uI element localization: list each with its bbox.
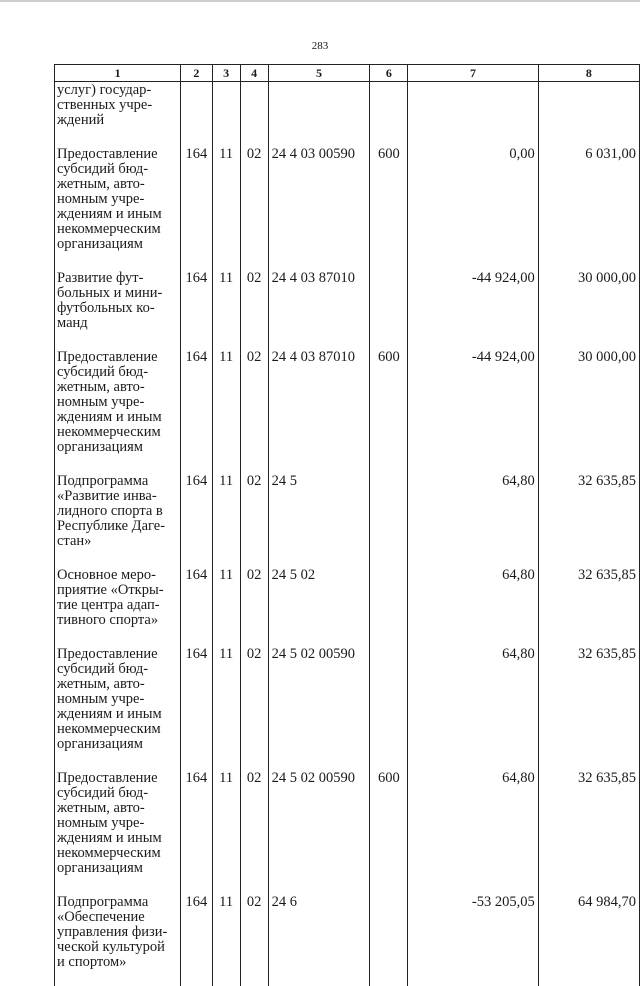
target-article-cell: 24 5 02: [268, 565, 370, 644]
header-row: [55, 65, 640, 82]
expense-type-cell: 600: [370, 144, 408, 268]
total-amount-cell: 32 635,85: [538, 565, 639, 644]
subsection-cell: 02: [240, 644, 268, 768]
total-amount-cell: 64 984,70: [538, 892, 639, 986]
code-cell: 164: [181, 144, 212, 268]
change-amount-cell: -53 205,05: [408, 892, 539, 986]
budget-table: [54, 64, 640, 986]
table-row: [55, 347, 640, 471]
subsection-cell: 02: [240, 892, 268, 986]
code-cell: 164: [181, 644, 212, 768]
table-row: [55, 768, 640, 892]
table-header: [55, 65, 640, 82]
column-header: 5: [268, 65, 370, 82]
expense-type-cell: 600: [370, 768, 408, 892]
section-cell: 11: [212, 644, 240, 768]
section-cell: 11: [212, 565, 240, 644]
total-amount-cell: 30 000,00: [538, 268, 639, 347]
item-name-cell: услуг) государ- ственных учре- ждений: [55, 82, 181, 145]
expense-type-cell: [370, 471, 408, 565]
total-amount-cell: 32 635,85: [538, 768, 639, 892]
code-cell: 164: [181, 768, 212, 892]
item-name-cell: Предоставление субсидий бюд- жетным, авто- номным учре- ждениям и иным некоммерческим организациям: [55, 347, 181, 471]
target-article-cell: [268, 82, 370, 145]
total-amount-cell: [538, 82, 639, 145]
total-amount-cell: 32 635,85: [538, 644, 639, 768]
table-row: [55, 268, 640, 347]
item-name-cell: Предоставление субсидий бюд- жетным, авто- номным учре- ждениям и иным некоммерческим организациям: [55, 144, 181, 268]
total-amount-cell: 32 635,85: [538, 471, 639, 565]
target-article-cell: 24 5: [268, 471, 370, 565]
expense-type-cell: 600: [370, 347, 408, 471]
change-amount-cell: [408, 82, 539, 145]
change-amount-cell: 64,80: [408, 565, 539, 644]
section-cell: 11: [212, 471, 240, 565]
item-name-cell: Предоставление субсидий бюд- жетным, авто- номным учре- ждениям и иным некоммерческим организациям: [55, 768, 181, 892]
column-header: 3: [212, 65, 240, 82]
column-header: 4: [240, 65, 268, 82]
table-row: [55, 471, 640, 565]
target-article-cell: 24 4 03 00590: [268, 144, 370, 268]
scan-edge: [0, 0, 640, 2]
code-cell: 164: [181, 565, 212, 644]
change-amount-cell: 64,80: [408, 471, 539, 565]
change-amount-cell: -44 924,00: [408, 347, 539, 471]
expense-type-cell: [370, 268, 408, 347]
subsection-cell: [240, 82, 268, 145]
item-name-cell: Подпрограмма «Развитие инва- лидного спорта в Республике Даге- стан»: [55, 471, 181, 565]
code-cell: 164: [181, 892, 212, 986]
expense-type-cell: [370, 82, 408, 145]
section-cell: 11: [212, 347, 240, 471]
column-header: 7: [408, 65, 539, 82]
change-amount-cell: -44 924,00: [408, 268, 539, 347]
total-amount-cell: 30 000,00: [538, 347, 639, 471]
table-row: [55, 892, 640, 986]
target-article-cell: 24 5 02 00590: [268, 768, 370, 892]
item-name-cell: Основное меро- приятие «Откры- тие центра адап- тивного спорта»: [55, 565, 181, 644]
change-amount-cell: 64,80: [408, 768, 539, 892]
target-article-cell: 24 5 02 00590: [268, 644, 370, 768]
subsection-cell: 02: [240, 268, 268, 347]
table-row: [55, 144, 640, 268]
subsection-cell: 02: [240, 471, 268, 565]
table-row: [55, 644, 640, 768]
table-row: [55, 565, 640, 644]
column-header: 1: [55, 65, 181, 82]
expense-type-cell: [370, 644, 408, 768]
expense-type-cell: [370, 565, 408, 644]
section-cell: 11: [212, 892, 240, 986]
item-name-cell: Развитие фут- больных и мини- футбольных ко- манд: [55, 268, 181, 347]
subsection-cell: 02: [240, 565, 268, 644]
code-cell: 164: [181, 471, 212, 565]
section-cell: 11: [212, 768, 240, 892]
target-article-cell: 24 4 03 87010: [268, 268, 370, 347]
column-header: 8: [538, 65, 639, 82]
column-header: 2: [181, 65, 212, 82]
change-amount-cell: 64,80: [408, 644, 539, 768]
total-amount-cell: 6 031,00: [538, 144, 639, 268]
expense-type-cell: [370, 892, 408, 986]
change-amount-cell: 0,00: [408, 144, 539, 268]
item-name-cell: Подпрограмма «Обеспечение управления физи- ческой культурой и спортом»: [55, 892, 181, 986]
target-article-cell: 24 6: [268, 892, 370, 986]
table-row: [55, 82, 640, 145]
code-cell: 164: [181, 268, 212, 347]
subsection-cell: 02: [240, 768, 268, 892]
item-name-cell: Предоставление субсидий бюд- жетным, авто- номным учре- ждениям и иным некоммерческим организациям: [55, 644, 181, 768]
target-article-cell: 24 4 03 87010: [268, 347, 370, 471]
subsection-cell: 02: [240, 144, 268, 268]
section-cell: 11: [212, 268, 240, 347]
subsection-cell: 02: [240, 347, 268, 471]
section-cell: [212, 82, 240, 145]
section-cell: 11: [212, 144, 240, 268]
column-header: 6: [370, 65, 408, 82]
page-number: 283: [0, 40, 640, 52]
code-cell: [181, 82, 212, 145]
code-cell: 164: [181, 347, 212, 471]
table-body: [55, 82, 640, 986]
